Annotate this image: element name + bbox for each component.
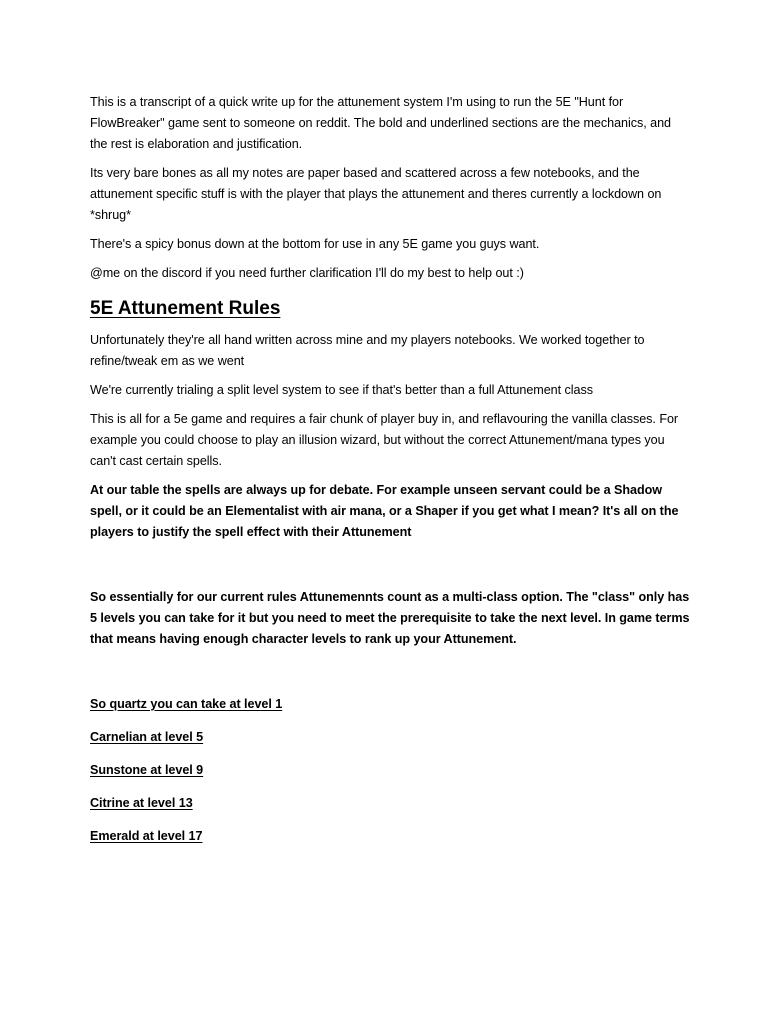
section-heading: 5E Attunement Rules [90,298,281,319]
intro-paragraph-2: Its very bare bones as all my notes are paper based and scattered across a few notebooks, and the attunement specific stuff is with the player that plays the attunement and theres currently a lockdown on *shrug* [90,166,662,222]
level-rule-5: Emerald at level 17 [90,829,203,843]
intro-paragraph-1: This is a transcript of a quick write up for the attunement system I'm using to run the 5E "Hunt for FlowBreaker" game sent to someone on reddit. The bold and underlined sections are the mechanics, and the rest is elaboration and justification. [90,95,671,151]
intro-paragraph-3: There's a spicy bonus down at the bottom for use in any 5E game you guys want. [90,237,540,251]
body-paragraph-4-bold: At our table the spells are always up for debate. For example unseen servant could be a Shadow spell, or it could be an Elementalist with air mana, or a Shaper if you get what I mean? It's all on the players to justify the spell effect with their Attunement [90,483,679,539]
level-rule-3: Sunstone at level 9 [90,763,204,777]
level-rule-4: Citrine at level 13 [90,796,193,810]
body-paragraph-3: This is all for a 5e game and requires a fair chunk of player buy in, and reflavouring the vanilla classes. For example you could choose to play an illusion wizard, but without the correct Attunement/mana types you can't cast certain spells. [90,412,679,468]
body-paragraph-1: Unfortunately they're all hand written across mine and my players notebooks. We worked together to refine/tweak em as we went [90,333,645,368]
body-paragraph-2: We're currently trialing a split level system to see if that's better than a full Attunement class [90,383,593,397]
body-paragraph-5-bold: So essentially for our current rules Attunemennts count as a multi-class option. The "class" only has 5 levels you can take for it but you need to meet the prerequisite to take the next level. In game terms that means having enough character levels to rank up your Attunement. [90,590,690,646]
level-rule-1: So quartz you can take at level 1 [90,697,283,711]
document-content [90,92,690,847]
level-rule-2: Carnelian at level 5 [90,730,204,744]
intro-paragraph-4: @me on the discord if you need further clarification I'll do my best to help out :) [90,266,524,280]
